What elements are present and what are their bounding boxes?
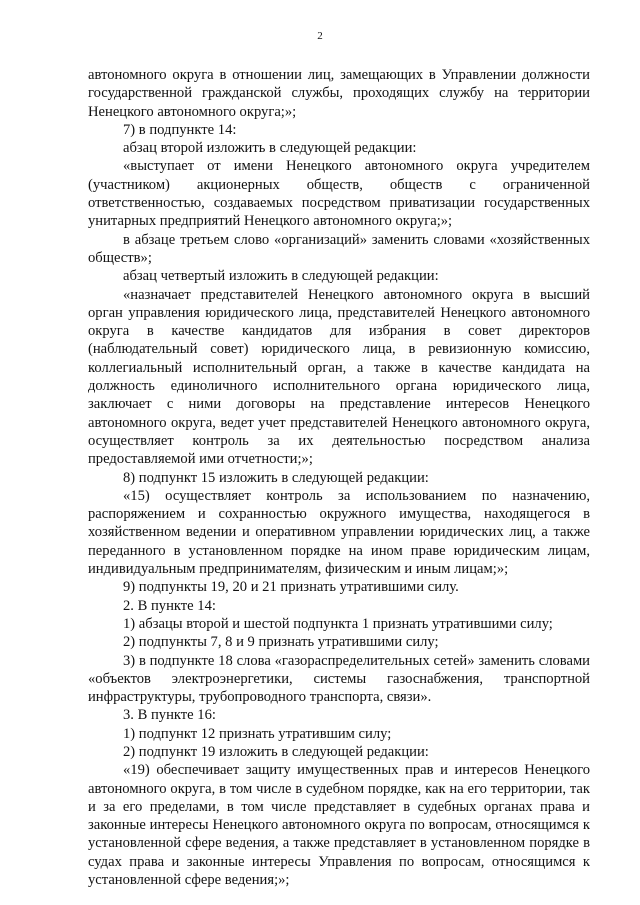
paragraph: абзац четвертый изложить в следующей редакции:	[123, 268, 439, 285]
paragraph: абзац второй изложить в следующей редакции:	[123, 140, 417, 157]
paragraph: 3) в подпункте 18 слова «газораспределительных сетей» заменить словами «объектов электроэнергетики, системы газоснабжения, транспортной инфраструктуры, трубопроводного транспорта, связи».	[88, 652, 590, 706]
paragraph: 2) подпункты 7, 8 и 9 признать утратившими силу;	[123, 634, 439, 651]
paragraph: 2) подпункт 19 изложить в следующей редакции:	[123, 743, 429, 760]
paragraph: «15) осуществляет контроль за использованием по назначению, распоряжением и сохранностью окружного имущества, находящегося в хозяйственном ведении и оперативном управлении юридических лиц, а также переданного в установленном порядке на ином праве юридическим лицам, индивидуальным предпринимателям, физическим и иным лицам;»;	[88, 487, 590, 578]
paragraph: 3. В пункте 16:	[123, 707, 216, 724]
paragraph: 8) подпункт 15 изложить в следующей редакции:	[123, 469, 429, 486]
paragraph: «выступает от имени Ненецкого автономного округа учредителем (участником) акционерных обществ, обществ с ограниченной ответственностью, создаваемых посредством приватизации государственных унитарных предприятий Ненецкого автономного округа;»;	[88, 158, 590, 230]
paragraph: 2. В пункте 14:	[123, 597, 216, 614]
page-number: 2	[317, 30, 323, 42]
paragraph: 9) подпункты 19, 20 и 21 признать утратившими силу.	[123, 579, 459, 596]
paragraph: «назначает представителей Ненецкого автономного округа в высший орган управления юридического лица, представителей Ненецкого автономного округа в качестве кандидатов для избрания в совет директоров (наблюдательный совет) юридического лица, в ревизионную комиссию, коллегиальный исполнительный орган, а также в качестве кандидата на должность единоличного исполнительного органа юридического лица, заключает с ними договоры на представление интересов Ненецкого автономного округа, ведет учет представителей Ненецкого автономного округа, осуществляет контроль за их деятельностью посредством анализа предоставляемой ими отчетности;»;	[88, 286, 590, 468]
paragraph: в абзаце третьем слово «организаций» заменить словами «хозяйственных обществ»;	[88, 231, 590, 266]
paragraph: 1) абзацы второй и шестой подпункта 1 признать утратившими силу;	[123, 615, 553, 632]
paragraph: 1) подпункт 12 признать утратившим силу;	[123, 725, 392, 742]
paragraph: «19) обеспечивает защиту имущественных прав и интересов Ненецкого автономного округа, в том числе в судебном порядке, как на его территории, так и за его пределами, в том числе представляет в судебных органах права и законные интересы Ненецкого автономного округа по вопросам, относящимся к установленной сфере ведения, а также представляет в установленном порядке в судах права и законные интересы Управления по вопросам, относящимся к установленной сфере ведения;»;	[88, 762, 590, 889]
paragraph: автономного округа в отношении лиц, замещающих в Управлении должности государственной гражданской службы, проходящих службу на территории Ненецкого автономного округа;»;	[88, 67, 590, 120]
document-body	[88, 66, 590, 889]
paragraph: 7) в подпункте 14:	[123, 121, 237, 138]
